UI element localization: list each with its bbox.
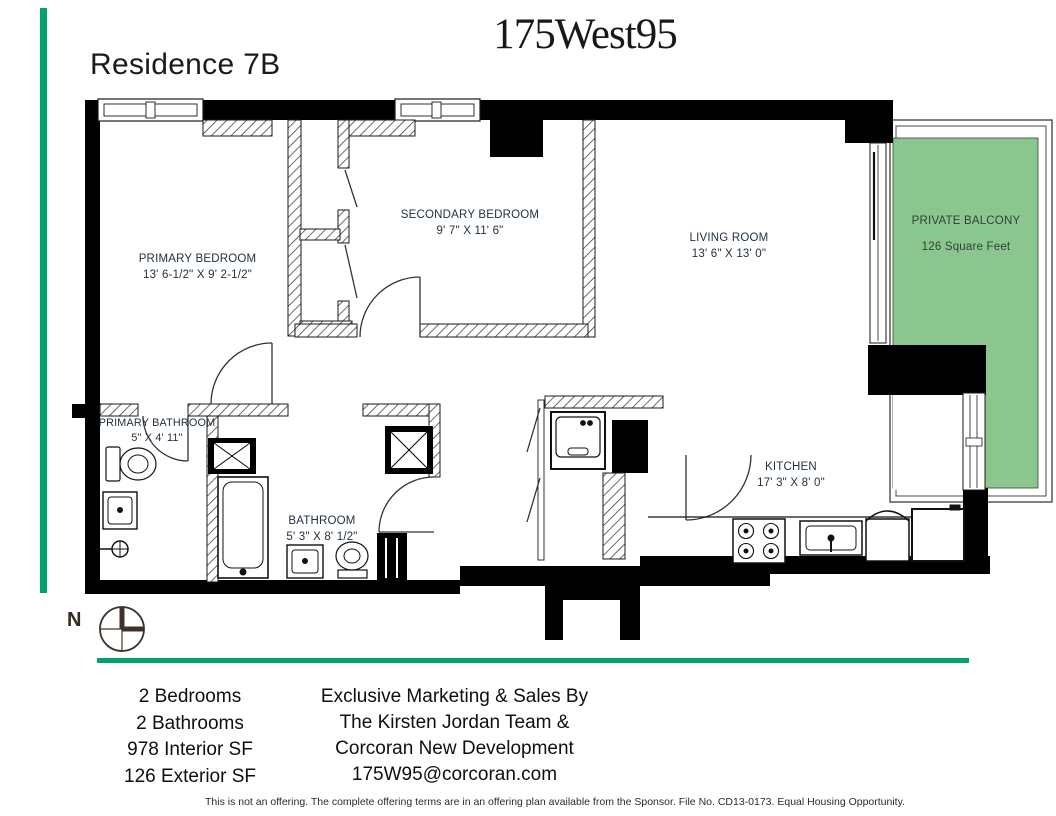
summary-bathrooms: 2 Bathrooms [136, 712, 244, 734]
sink-icon [103, 492, 137, 529]
room-label-living-room: LIVING ROOM 13' 6" X 13' 0" [689, 232, 769, 260]
disclaimer-text: This is not an offering. The complete offering terms are in an offering plan available from the Sponsor. File No. CD13-0173. Equal Housing Opportunity. [204, 796, 905, 808]
room-label-secondary-bedroom: SECONDARY BEDROOM 9' 7" X 11' 6" [400, 209, 540, 237]
room-label-primary-bathroom: PRIMARY BATHROOM 5" X 4' 11" [98, 417, 216, 444]
fixtures [95, 412, 964, 578]
summary-interior-sf: 978 Interior SF [127, 739, 253, 760]
summary-exterior-sf: 126 Exterior SF [124, 765, 256, 787]
marketing-line: Corcoran New Development [335, 738, 574, 759]
marketing-line: Exclusive Marketing & Sales By [320, 686, 589, 707]
washer-dryer-icon [551, 412, 605, 469]
room-label-kitchen: KITCHEN 17' 3" X 8' 0" [757, 461, 825, 489]
toilet-icon [106, 447, 156, 481]
room-label-bathroom: BATHROOM 5' 3" X 8' 1/2" [286, 515, 358, 543]
shaft-boxes [208, 426, 433, 474]
north-label: N [67, 609, 82, 631]
residence-title: Residence 7B [90, 48, 281, 81]
sink-icon [287, 545, 323, 578]
footer-divider [97, 658, 969, 663]
entry-notch [563, 600, 620, 640]
building-logo: 175West95 [493, 11, 677, 58]
compass-icon [100, 607, 144, 651]
unit-summary [80, 684, 300, 790]
stove-icon [733, 519, 785, 563]
marketing-line: The Kirsten Jordan Team & [339, 712, 570, 733]
room-label-private-balcony: PRIVATE BALCONY 126 Square Feet [911, 215, 1021, 253]
appliance-icon [866, 511, 909, 561]
summary-bedrooms: 2 Bedrooms [138, 686, 242, 707]
marketing-email: 175W95@corcoran.com [351, 764, 558, 785]
marketing-block [292, 684, 617, 788]
toilet-icon [336, 542, 368, 578]
kitchen-sink-icon [800, 521, 862, 555]
refrigerator-icon [912, 505, 964, 561]
room-label-primary-bedroom: PRIMARY BEDROOM 13' 6-1/2" X 9' 2-1/2" [138, 253, 257, 281]
